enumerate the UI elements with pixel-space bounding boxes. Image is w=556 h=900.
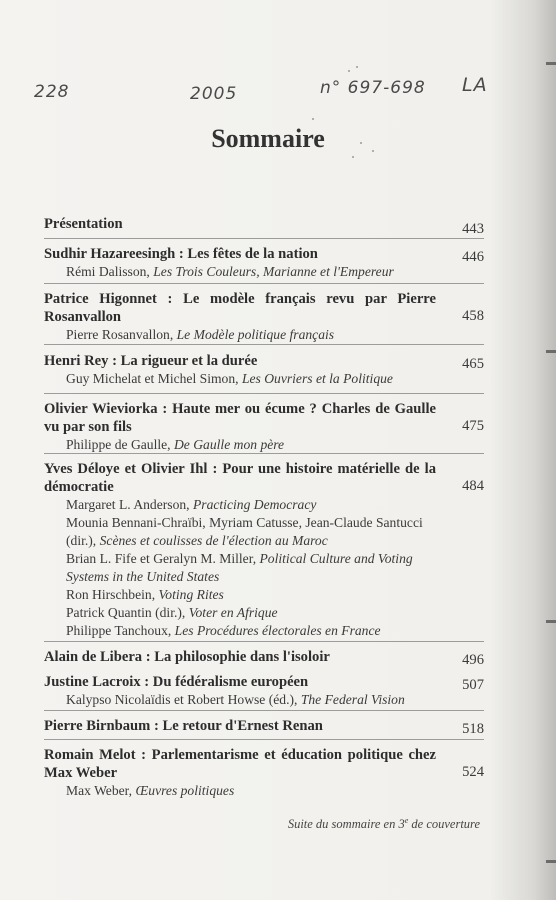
entry-title: Sudhir Hazareesingh : Les fêtes de la nation [44, 246, 318, 262]
edge-mark [546, 860, 556, 863]
reviewed-work [44, 514, 438, 550]
entry-title: Alain de Libera : La philosophie dans l'isoloir [44, 649, 330, 665]
edge-mark [546, 350, 556, 353]
reviewed-title: Political Culture and Voting Systems in the United States [66, 551, 413, 584]
reviewed-work [44, 691, 438, 709]
ink-speck [348, 70, 350, 72]
reviewed-work [44, 496, 438, 514]
entry-title: Henri Rey : La rigueur et la durée [44, 353, 258, 369]
toc-entry [44, 460, 484, 640]
note-text-end: de couverture [408, 817, 480, 832]
divider [44, 283, 484, 284]
edge-mark [546, 620, 556, 623]
reviewed-title: Les Trois Couleurs, Marianne et l'Empereur [153, 264, 394, 279]
ink-speck [312, 118, 314, 120]
reviewed-title: Practicing Democracy [192, 497, 317, 512]
reviewed-work [44, 263, 438, 281]
page-number: 446 [462, 249, 484, 265]
reviewed-work [44, 326, 438, 344]
page-number: 507 [462, 677, 484, 693]
reviewed-author: Ron Hirschbein, [66, 587, 159, 602]
reviewed-title: Les Procédures électorales en France [174, 623, 381, 638]
reviewed-title: Voting Rites [158, 587, 224, 602]
divider [44, 739, 484, 740]
toc-entry [44, 400, 484, 454]
reviewed-work [44, 370, 438, 388]
reviewed-work [44, 436, 438, 454]
reviewed-work [44, 586, 438, 604]
page-number: 484 [462, 478, 484, 494]
reviewed-work [44, 782, 438, 800]
reviewed-title: The Federal Vision [300, 692, 405, 707]
reviewed-author: Rémi Dalisson, [66, 264, 154, 279]
page-title: Sommaire [211, 124, 325, 153]
toc-entry [44, 717, 484, 735]
divider [44, 453, 484, 454]
page-number: 443 [462, 221, 484, 237]
reviewed-author: Kalypso Nicolaïdis et Robert Howse (éd.), [66, 692, 301, 707]
ink-speck [356, 66, 358, 68]
divider [44, 238, 484, 239]
entry-title: Présentation [44, 216, 123, 232]
toc-entry [44, 245, 484, 281]
reviewed-author: Guy Michelat et Michel Simon, [66, 371, 242, 386]
reviewed-author: Max Weber, [66, 783, 136, 798]
toc-entry [44, 215, 484, 237]
reviewed-title: Scènes et coulisses de l'élection au Maroc [99, 533, 328, 548]
reviewed-author: Pierre Rosanvallon, [66, 327, 177, 342]
toc-entry [44, 290, 484, 344]
reviewed-title: Voter en Afrique [188, 605, 278, 620]
page-number: 524 [462, 764, 484, 780]
handwritten-year: 2005 [190, 84, 238, 104]
reviewed-author: Brian L. Fife et Geralyn M. Miller, [66, 551, 260, 566]
edge-mark [546, 62, 556, 65]
continuation-note [288, 816, 480, 832]
reviewed-author: Margaret L. Anderson, [66, 497, 193, 512]
reviewed-author: Philippe de Gaulle, [66, 437, 174, 452]
reviewed-author: Mounia Bennani-Chraïbi, Myriam Catusse, Jean-Claude Santucci (dir.), [66, 515, 423, 548]
page-number: 465 [462, 356, 484, 372]
page-number: 475 [462, 418, 484, 434]
entry-title: Olivier Wieviorka : Haute mer ou écume ? Charles de Gaulle vu par son fils [44, 401, 436, 435]
reviewed-author: Philippe Tanchoux, [66, 623, 175, 638]
page-number: 518 [462, 721, 484, 737]
page-number: 458 [462, 308, 484, 324]
divider [44, 393, 484, 394]
ink-speck [352, 156, 354, 158]
toc-entry [44, 746, 484, 800]
note-superscript: e [404, 816, 409, 825]
entry-title: Yves Déloye et Olivier Ihl : Pour une histoire matérielle de la démocratie [44, 461, 436, 495]
reviewed-title: Œuvres politiques [135, 783, 235, 798]
reviewed-work [44, 622, 438, 640]
handwritten-number: 228 [34, 82, 70, 102]
divider [44, 710, 484, 711]
toc-entry [44, 648, 484, 666]
divider [44, 641, 484, 642]
reviewed-title: De Gaulle mon père [173, 437, 285, 452]
entry-title: Pierre Birnbaum : Le retour d'Ernest Renan [44, 718, 323, 734]
reviewed-work [44, 604, 438, 622]
reviewed-work [44, 550, 438, 586]
divider [44, 344, 484, 345]
entry-title: Patrice Higonnet : Le modèle français revu par Pierre Rosanvallon [44, 291, 436, 325]
reviewed-title: Le Modèle politique français [176, 327, 335, 342]
entry-title: Justine Lacroix : Du fédéralisme européen [44, 674, 309, 690]
handwritten-initials: LA [462, 74, 488, 96]
toc-entry [44, 673, 484, 709]
note-text: Suite du sommaire en 3 [287, 817, 405, 832]
entry-title: Romain Melot : Parlementarisme et éducation politique chez Max Weber [44, 747, 436, 781]
page-number: 496 [462, 652, 484, 668]
handwritten-issue: n° 697-698 [320, 78, 426, 98]
reviewed-author: Patrick Quantin (dir.), [66, 605, 189, 620]
reviewed-title: Les Ouvriers et la Politique [241, 371, 393, 386]
toc-entry [44, 352, 484, 388]
